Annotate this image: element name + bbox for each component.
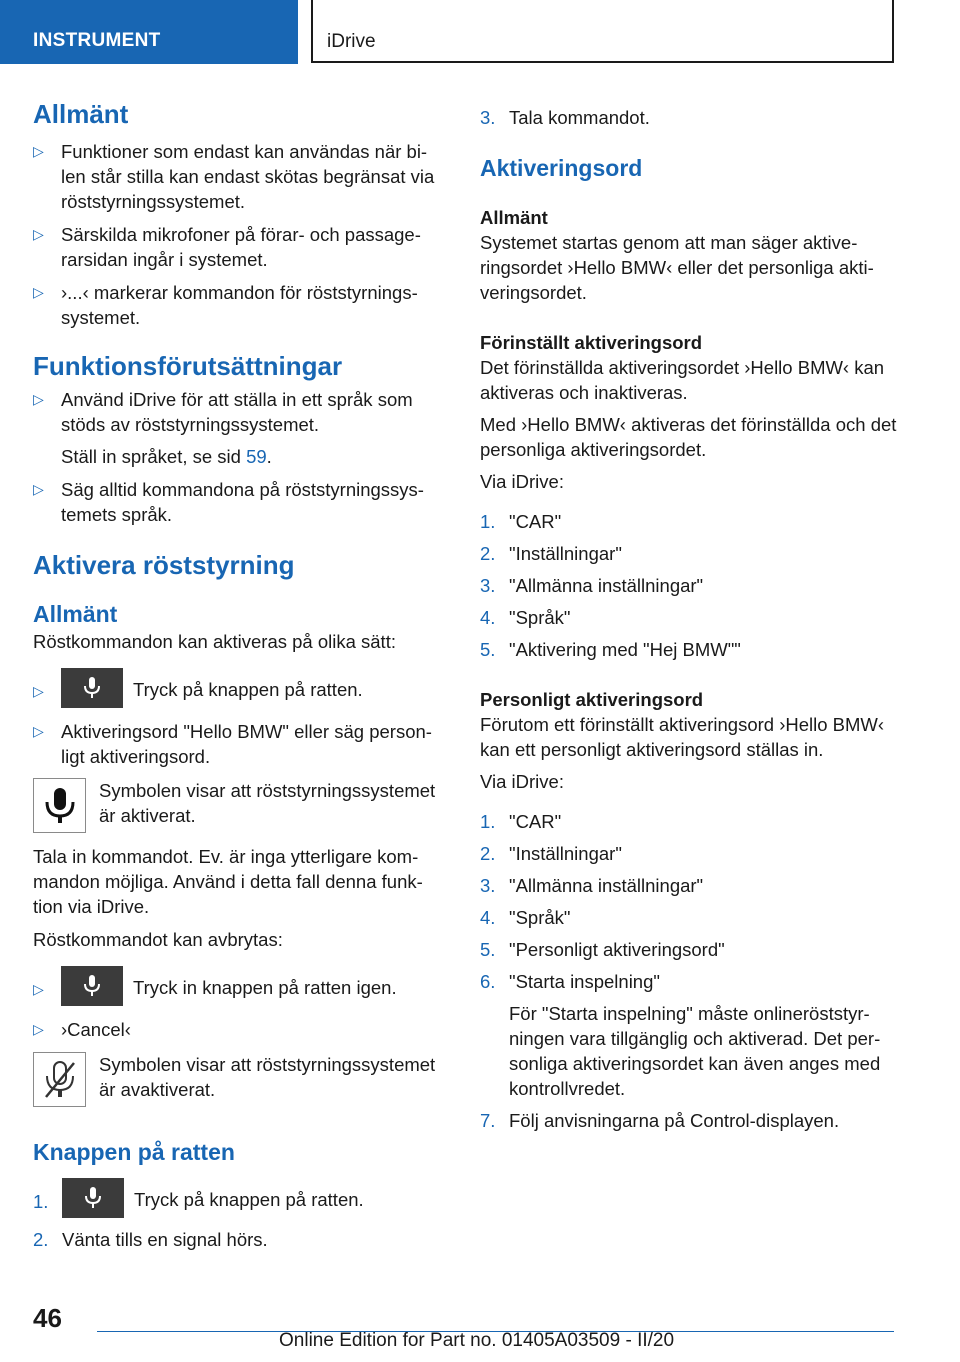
- symbol-inactive-note: Symbolen visar att röststyrningssystemet är avaktiverat.: [33, 1052, 451, 1107]
- page-number: 46: [33, 1303, 62, 1333]
- subheading-steering-button: Knappen på ratten: [33, 1139, 235, 1165]
- speak-command-text: Tala in kommandot. Ev. är inga ytterligare kom-mandon möjliga. Använd i detta fall denna funk-tion via iDrive.: [33, 846, 423, 917]
- triangle-bullet-icon: ▷: [33, 143, 44, 159]
- personal-step: 5. "Personligt aktiveringsord": [480, 939, 725, 960]
- microphone-icon: [33, 778, 86, 833]
- symbol-active-note: Symbolen visar att röststyrningssystemet är aktiverat.: [33, 778, 451, 833]
- right-column: [480, 105, 900, 1133]
- heading-wake-general: Allmänt: [480, 207, 548, 228]
- cancel-bullet-2: ▷ ›Cancel‹: [33, 1019, 131, 1040]
- subheading-activate-general: Allmänt: [33, 601, 118, 627]
- personal-step-7: 7. Följ anvisningarna på Control-displayen.: [480, 1110, 840, 1131]
- microphone-off-icon: [33, 1052, 86, 1107]
- microphone-button-icon: [62, 1178, 124, 1218]
- general-bullet-3: ▷ ›...‹ markerar kommandon för röststyrnings-systemet.: [33, 282, 418, 328]
- header-section-tab: [0, 0, 298, 64]
- prereq-bullet-1: ▷ Använd iDrive för att ställa in ett språk som stöds av röststyrningssystemet. Ställ in språket, se sid 59.: [33, 387, 451, 469]
- via-idrive-label-2: Via iDrive:: [480, 771, 564, 792]
- button-step-3: 3. Tala kommandot.: [480, 107, 650, 128]
- heading-activate-voice: Aktivera röststyrning: [33, 550, 295, 580]
- activate-bullet-1: ▷ Tryck på knappen på ratten.: [33, 671, 451, 711]
- general-bullet-1: ▷ Funktioner som endast kan användas när bi-len står stilla kan endast skötas begränsat via röststyrningssystemet.: [33, 141, 435, 212]
- triangle-bullet-icon: ▷: [33, 1021, 44, 1037]
- microphone-button-icon: [61, 668, 123, 708]
- triangle-bullet-icon: ▷: [33, 481, 44, 497]
- heading-personal-wake-word: Personligt aktiveringsord: [480, 689, 704, 710]
- header-chapter-label: iDrive: [327, 31, 376, 52]
- via-idrive-label: Via iDrive:: [480, 471, 564, 492]
- preset-text-1: Det förinställda aktiveringsordet ›Hello BMW‹ kan aktiveras och inaktiveras.: [480, 357, 885, 403]
- triangle-bullet-icon: ▷: [33, 284, 44, 300]
- triangle-bullet-icon: ▷: [33, 723, 44, 739]
- button-step-1: 1. Tryck på knappen på ratten.: [33, 1181, 451, 1221]
- prereq-bullet-2: ▷ Säg alltid kommandona på röststyrningssys-temets språk.: [33, 479, 424, 525]
- activate-bullet-2: ▷ Aktiveringsord "Hello BMW" eller säg person-ligt aktiveringsord.: [33, 721, 432, 767]
- personal-text: Förutom ett förinställt aktiveringsord ›Hello BMW‹ kan ett personligt aktiveringsord ställas in.: [480, 714, 885, 760]
- step6-note: För "Starta inspelning" måste onlineröststyr-ningen vara tillgänglig och aktiverad. Det per-sonliga aktiveringsordet kan även anges med kontrollvredet.: [509, 1003, 881, 1099]
- preset-text-2: Med ›Hello BMW‹ aktiveras det förinställda och det personliga aktiveringsordet.: [480, 414, 897, 460]
- header-section-label: INSTRUMENT: [33, 30, 161, 51]
- microphone-button-icon: [61, 966, 123, 1006]
- left-column: [33, 98, 451, 1252]
- personal-step: 3. "Allmänna inställningar": [480, 875, 704, 896]
- preset-step: 5. "Aktivering med "Hej BMW"": [480, 639, 741, 660]
- heading-prerequisites: Funktionsförutsättningar: [33, 351, 343, 381]
- preset-step: 4. "Språk": [480, 607, 571, 628]
- triangle-bullet-icon: ▷: [33, 226, 44, 242]
- header-chapter-tab: [311, 0, 894, 63]
- heading-general: Allmänt: [33, 99, 129, 129]
- heading-preset-wake-word: Förinställt aktiveringsord: [480, 332, 703, 353]
- triangle-bullet-icon: ▷: [33, 391, 44, 407]
- button-step-2: 2. Vänta tills en signal hörs.: [33, 1229, 268, 1250]
- cancel-bullet-1: ▷ Tryck in knappen på ratten igen.: [33, 969, 451, 1009]
- personal-step: 4. "Språk": [480, 907, 571, 928]
- preset-step: 3. "Allmänna inställningar": [480, 575, 704, 596]
- cancel-intro: Röstkommandot kan avbrytas:: [33, 929, 283, 950]
- personal-step: 6. "Starta inspelning" För "Starta inspelning" måste onlineröststyr-ningen vara tillgänglig och aktiverad. Det per-sonliga aktiveringsordet kan även anges med kontrollvredet.: [480, 969, 900, 1101]
- general-bullet-2: ▷ Särskilda mikrofoner på förar- och passage-rarsidan ingår i systemet.: [33, 224, 421, 270]
- activate-intro: Röstkommandon kan aktiveras på olika sätt:: [33, 631, 396, 652]
- wake-general-text: Systemet startas genom att man säger aktive-ringsordet ›Hello BMW‹ eller det personliga akti-veringsordet.: [480, 232, 874, 303]
- triangle-bullet-icon: ▷: [33, 683, 44, 699]
- page-ref-link[interactable]: 59: [246, 446, 267, 467]
- prereq-language-ref: Ställ in språket, se sid 59.: [61, 446, 272, 467]
- subheading-wake-word: Aktiveringsord: [480, 155, 643, 181]
- preset-step: 1. "CAR": [480, 511, 562, 532]
- footer-edition: Online Edition for Part no. 01405A03509 - II/20: [279, 1330, 675, 1351]
- personal-step: 2. "Inställningar": [480, 843, 622, 864]
- triangle-bullet-icon: ▷: [33, 981, 44, 997]
- personal-step: 1. "CAR": [480, 811, 562, 832]
- preset-step: 2. "Inställningar": [480, 543, 622, 564]
